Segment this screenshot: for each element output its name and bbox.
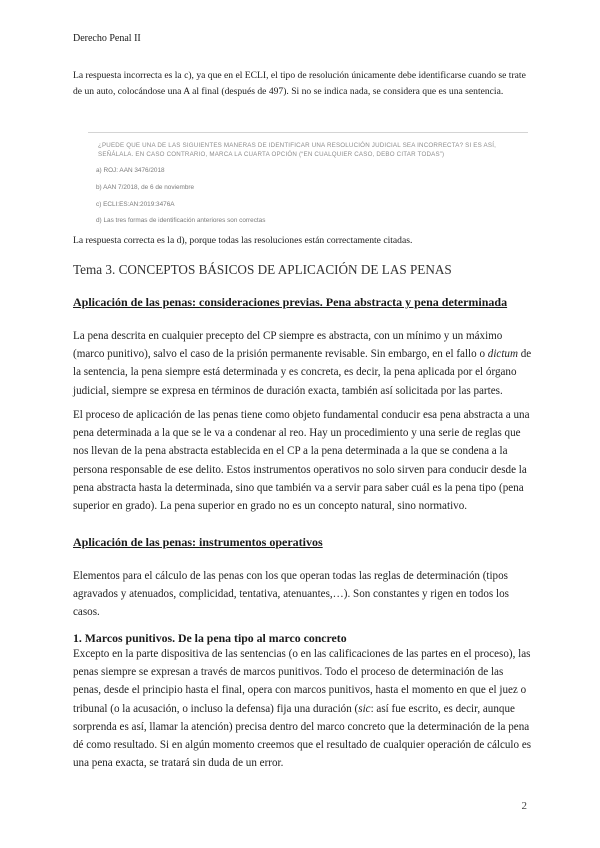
question-screenshot: [88, 132, 528, 229]
sic-term: sic: [358, 702, 371, 715]
option-d: d) Las tres formas de identificación anteriores son correctas: [96, 217, 266, 224]
section1-paragraph-1-text-a: La pena descrita en cualquier precepto del CP siempre es abstracta, con un mínimo y un máximo (marco punitivo), salvo el caso de la prisión permanente revisable. Sin embargo, en el fallo o: [73, 330, 503, 361]
subsection1-paragraph: [73, 645, 533, 772]
option-c: c) ECLI:ES:AN:2019:3476A: [96, 201, 175, 208]
subsection-title-marcos: 1. Marcos punitivos. De la pena tipo al marco concreto: [73, 631, 347, 645]
section-title-consideraciones: Aplicación de las penas: consideraciones previas. Pena abstracta y pena determinada: [73, 295, 508, 309]
section2-paragraph: Elementos para el cálculo de las penas con los que operan todas las reglas de determinación (tipos agravados y atenuados, complicidad, tentativa, atenuantes,…). Son constantes y rigen en todos los casos.: [73, 570, 509, 619]
section1-paragraph-1-text-b: de la sentencia, la pena siempre está determinada y es concreta, es decir, la pena aplicada por el órgano judicial, siempre se expresa en términos de duración exacta, también así solicitada por las partes.: [73, 348, 532, 397]
page-header: Derecho Penal II: [73, 33, 141, 44]
section1-paragraph-2: El proceso de aplicación de las penas tiene como objeto fundamental conducir esa pena abstracta a una pena determinada a la que se le va a condenar al reo. Hay un procedimiento y una serie de reglas que nos llevan de la pena abstracta establecida en el CP a la pena determinada a la que se condena a la persona responsable de ese delito. Estos instrumentos operativos no solo sirven para conducir desde la pena abstracta hasta la determinada, sino que también va a servir para saber cuál es la pena tipo (pena superior en grado). La pena superior en grado no es un concepto natural, sino normativo.: [73, 409, 530, 513]
page-number: 2: [521, 800, 527, 812]
dictum-term: dictum: [487, 348, 518, 361]
section-title-instrumentos: Aplicación de las penas: instrumentos operativos: [73, 535, 323, 549]
answer-note-incorrect: La respuesta incorrecta es la c), ya que en el ECLI, el tipo de resolución únicamente debe identificarse cuando se trate de un auto, colocándose una A al final (después de 497). Si no se indica nada, se considera que es una sentencia.: [73, 70, 526, 97]
answer-note-correct: La respuesta correcta es la d), porque todas las resoluciones están correctamente citadas.: [73, 235, 413, 246]
option-a: a) ROJ: AAN 3476/2018: [96, 167, 165, 174]
option-b: b) AAN 7/2018, de 6 de noviembre: [96, 184, 195, 191]
section1-paragraph-1: [73, 327, 533, 400]
question-text: ¿PUEDE QUE UNA DE LAS SIGUIENTES MANERAS DE IDENTIFICAR UNA RESOLUCIÓN JUDICIAL SEA INCORRECTA? SI ES ASÍ, SEÑÁLALA. EN CASO CONTRARIO, MARCA LA CUARTA OPCIÓN (“EN CUALQUIER CASO, DEBO CITAR TODAS”): [98, 142, 497, 158]
subsection1-text-b: : así fue escrito, es decir, aunque sorprenda es así, llamar la atención) precisa dentro del marco concreto que la determinación de la pena dé como resultado. Si en algún momento creemos que el resultado de cualquier operación de cálculo es una pena exacta, se tratará sin duda de un error.: [73, 702, 532, 770]
chapter-title: Tema 3. CONCEPTOS BÁSICOS DE APLICACIÓN DE LAS PENAS: [73, 262, 452, 277]
subsection1-text-a: Excepto en la parte dispositiva de las sentencias (o en las calificaciones de las partes en el proceso), las penas siempre se expresan a través de marcos punitivos. Todo el proceso de determinación de las penas, desde el principio hasta el final, opera con marcos punitivos, hasta el momento en que el juez o tribunal (o la acusación, o incluso la defensa) fija una duración (: [73, 648, 531, 715]
